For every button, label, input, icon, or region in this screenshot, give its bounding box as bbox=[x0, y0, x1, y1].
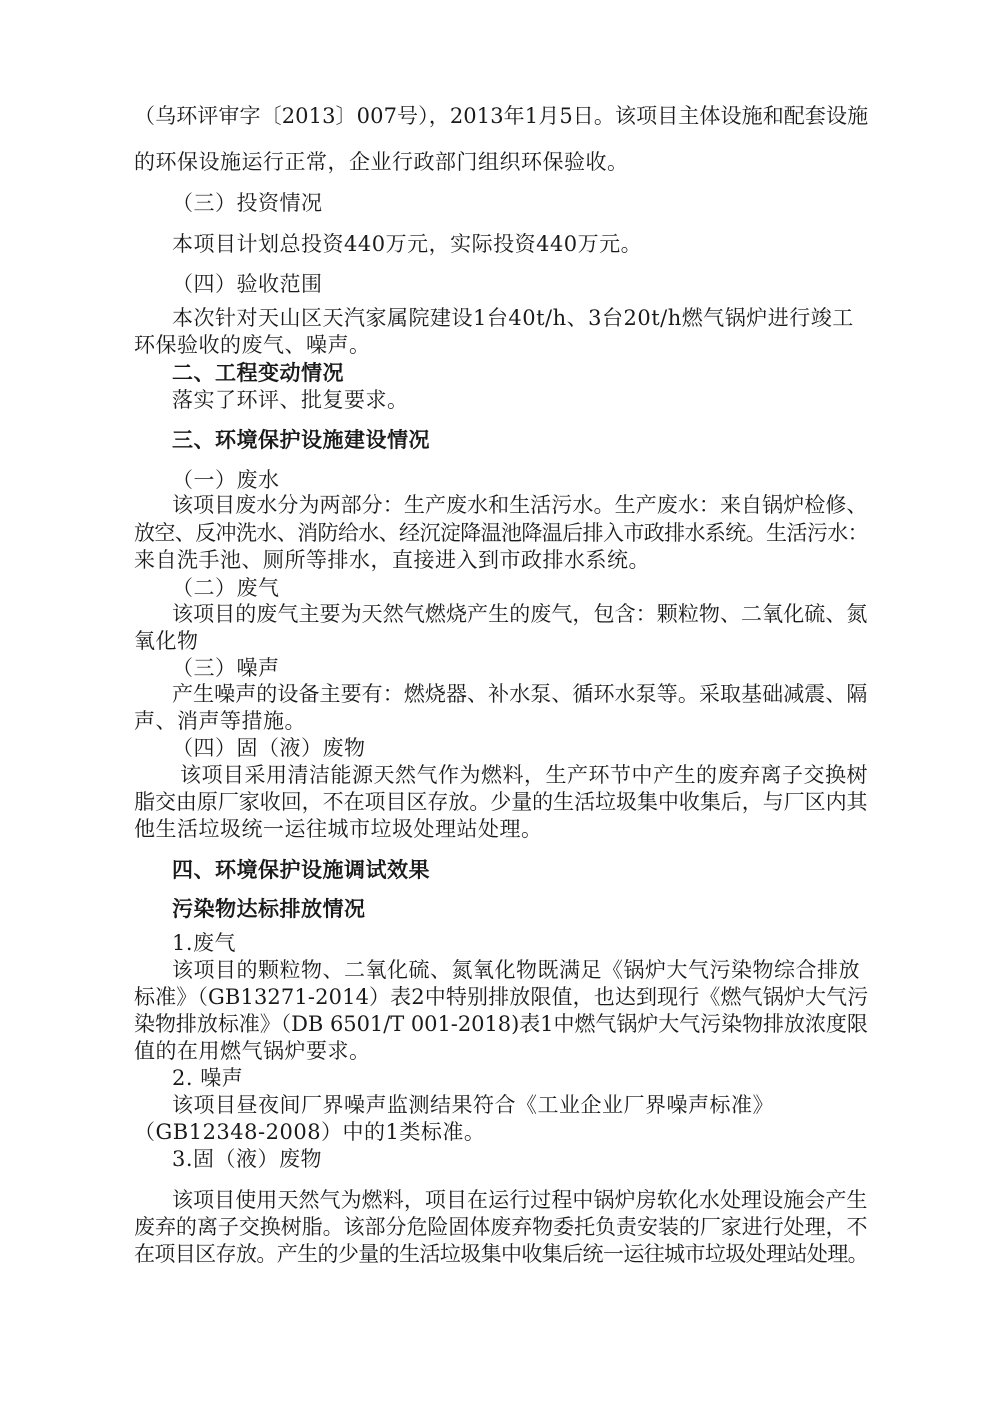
text-line: 该项目的颗粒物、二氧化硫、氮氧化物既满足《锅炉大气污染物综合排放 bbox=[172, 958, 860, 982]
text-line: 脂交由原厂家收回，不在项目区存放。少量的生活垃圾集中收集后，与厂区内其 bbox=[134, 790, 868, 814]
text-line: 来自洗手池、厕所等排水，直接进入到市政排水系统。 bbox=[134, 548, 650, 572]
subsection-heading: （四）固（液）废物 bbox=[172, 736, 366, 760]
text-line: 产生噪声的设备主要有：燃烧器、补水泵、循环水泵等。采取基础减震、隔 bbox=[172, 682, 868, 706]
subsection-heading: （三）噪声 bbox=[172, 656, 280, 680]
text-line: 本项目计划总投资440万元，实际投资440万元。 bbox=[172, 232, 643, 256]
subsection-heading: 3.固（液）废物 bbox=[172, 1147, 323, 1171]
text-line: 环保验收的废气、噪声。 bbox=[134, 333, 371, 357]
text-line: 在项目区存放。产生的少量的生活垃圾集中收集后统一运往城市垃圾处理站处理。 bbox=[134, 1242, 868, 1266]
text-line: 该项目废水分为两部分：生产废水和生活污水。生产废水：来自锅炉检修、 bbox=[172, 493, 868, 517]
section-heading: 污染物达标排放情况 bbox=[172, 896, 366, 921]
text-line: 标准》（GB13271-2014）表2中特别排放限值，也达到现行《燃气锅炉大气污 bbox=[134, 985, 869, 1009]
text-line: 值的在用燃气锅炉要求。 bbox=[134, 1039, 371, 1063]
text-line: 染物排放标准》（DB 6501/T 001-2018)表1中燃气锅炉大气污染物排放浓度限 bbox=[134, 1012, 868, 1036]
text-line: 本次针对天山区天汽家属院建设1台40t/h、3台20t/h燃气锅炉进行竣工 bbox=[172, 306, 854, 330]
text-line: 声、消声等措施。 bbox=[134, 709, 306, 733]
text-line: 氧化物 bbox=[134, 629, 199, 653]
subsection-heading: 2. 噪声 bbox=[172, 1066, 244, 1090]
subsection-heading: 1.废气 bbox=[172, 931, 237, 955]
text-line: 该项目昼夜间厂界噪声监测结果符合《工业企业厂界噪声标准》 bbox=[172, 1093, 774, 1117]
section-heading: 四、环境保护设施调试效果 bbox=[172, 857, 430, 882]
text-line: 该项目使用天然气为燃料，项目在运行过程中锅炉房软化水处理设施会产生 bbox=[172, 1188, 868, 1212]
text-line: 废弃的离子交换树脂。该部分危险固体废弃物委托负责安装的厂家进行处理，不 bbox=[134, 1215, 868, 1239]
text-line: 放空、反冲洗水、消防给水、经沉淀降温池降温后排入市政排水系统。生活污水： bbox=[134, 521, 868, 545]
text-line: 落实了环评、批复要求。 bbox=[172, 388, 409, 412]
subsection-heading: （二）废气 bbox=[172, 576, 280, 600]
subsection-heading: （一）废水 bbox=[172, 468, 280, 492]
text-line: 该项目的废气主要为天然气燃烧产生的废气，包含：颗粒物、二氧化硫、氮 bbox=[172, 602, 868, 626]
subsection-heading: （三）投资情况 bbox=[172, 191, 323, 215]
subsection-heading: （四）验收范围 bbox=[172, 272, 323, 296]
text-line: （乌环评审字〔2013〕007号），2013年1月5日。该项目主体设施和配套设施 bbox=[134, 104, 869, 128]
text-line: （GB12348-2008）中的1类标准。 bbox=[134, 1120, 486, 1144]
text-line: 他生活垃圾统一运往城市垃圾处理站处理。 bbox=[134, 817, 543, 841]
section-heading: 二、工程变动情况 bbox=[172, 360, 344, 385]
text-line: 的环保设施运行正常，企业行政部门组织环保验收。 bbox=[134, 150, 629, 174]
section-heading: 三、环境保护设施建设情况 bbox=[172, 427, 430, 452]
text-line: 该项目采用清洁能源天然气作为燃料，生产环节中产生的废弃离子交换树 bbox=[180, 763, 868, 787]
